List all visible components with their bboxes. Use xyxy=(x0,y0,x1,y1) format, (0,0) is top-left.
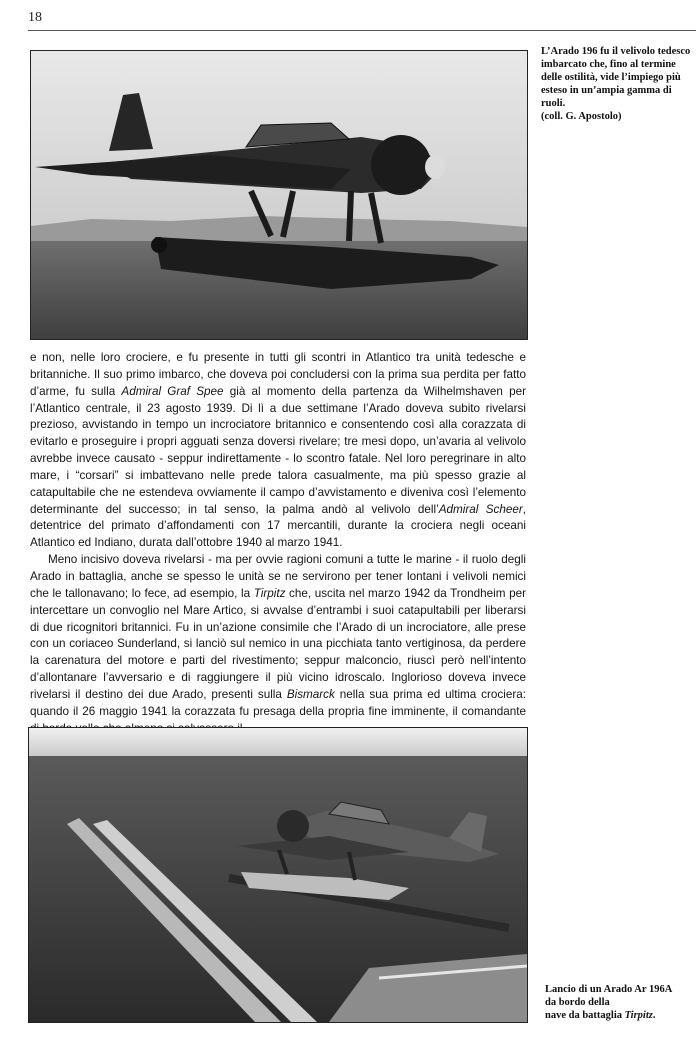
ship-name: Tirpitz xyxy=(624,1010,653,1021)
ship-name: Admiral Graf Spee xyxy=(121,384,224,398)
page-number: 18 xyxy=(28,10,42,25)
arado-flight-photo xyxy=(30,50,528,340)
header-rule xyxy=(28,30,696,31)
top-photo-caption xyxy=(541,45,693,123)
top-caption-credit: (coll. G. Apostolo) xyxy=(541,111,622,122)
p1-text-a: e non, nelle loro crociere, e fu presente in tutti gli scontri in Atlantico tra unità tedesche e britanniche. Il suo primo imbarco, che doveva poi concludersi con la prima sua perdita per fatto d’arme, fu sulla xyxy=(30,351,526,398)
p1-text-b: già al momento della partenza da Wilhelmshaven per l’Atlantico centrale, il 23 agosto 1939. Di lì a due settimane l’Arado doveva subito rivelarsi prezioso, avvistando in tempo un incrociatore britannico e consentendo così alla corazzata di evitarlo e proseguire i propri agguati senza doversi rivelare; tre mesi dopo, un’avaria al velivolo avrebbe invece causato - seppur indirettamente - lo scontro fatale. Nel loro peregrinare in alto mare, i “corsari” si imbattevano nelle prede talora casualmente, ma più spesso grazie al catapultabile che ne estendeva ovviamente il campo d’avvistamento e diveniva così l’elemento determinante del successo; in tal senso, la palma andò al velivolo dell’ xyxy=(30,384,527,516)
ship-name: Bismarck xyxy=(286,687,335,701)
p2-text-c: nella sua prima ed ultima crociera: quando il 26 maggio 1941 la corazzata fu presaga della propria fine imminente, il comandante xyxy=(30,687,526,718)
bottom-caption-line-1: Lancio di un Arado Ar 196A xyxy=(545,984,673,995)
paragraph-2 xyxy=(30,552,526,737)
p1-text-c: , detentrice del primato d’affondamenti con 17 mercantili, durante la crociera negli oceani Atlantico ed Indiano, durata dall’ottobre 1940 al marzo 1941. xyxy=(30,502,526,550)
ship-name: Admiral Scheer xyxy=(438,502,523,516)
catapult-launch-photo xyxy=(28,727,528,1023)
p2-text-b: che, uscita nel marzo 1942 da Trondheim per intercettare un convoglio nel Mare Artico, si avvalse d’entrambi i suoi catapultabili per liberarsi di due ricognitori britannici. Fu in un’azione consimile che l’Arado di un incrociatore, alle prese con un coriaceo Sunderland, si lanciò sul nemico in una picchiata tanto vertiginosa, da perdere la carenatura del motore e parti del rivestimento; seppur malconcio, riuscì però nell’intento d’allontanare l’avversario e di raggiungere il più vicino idroscalo. Inglorioso doveva invece rivelarsi il destino dei due Arado, presenti sulla xyxy=(30,586,526,701)
article-body xyxy=(30,350,526,737)
top-caption-text: L’Arado 196 fu il velivolo tedesco imbarcato che, fino al termine delle ostilità, vide l’impiego più esteso in un’ampia gamma di ruoli. xyxy=(541,46,691,109)
bottom-photo-caption xyxy=(545,983,695,1022)
p2-text-a: Meno incisivo doveva rivelarsi - ma per ovvie ragioni comuni a tutte le marine - il ruolo degli Arado in battaglia, anche se spesso le unità se ne servirono per tener lontani i velivoli nemici che le tallonavano; lo fece, ad esempio, la xyxy=(30,553,526,600)
caption-text: nave da battaglia xyxy=(545,1010,625,1021)
ship-name: Tirpitz xyxy=(253,586,286,600)
caption-punctuation: . xyxy=(652,1010,656,1021)
paragraph-1 xyxy=(30,350,526,552)
bottom-caption-line-2: da bordo della xyxy=(545,997,610,1008)
bottom-caption-line-3 xyxy=(545,1009,695,1022)
